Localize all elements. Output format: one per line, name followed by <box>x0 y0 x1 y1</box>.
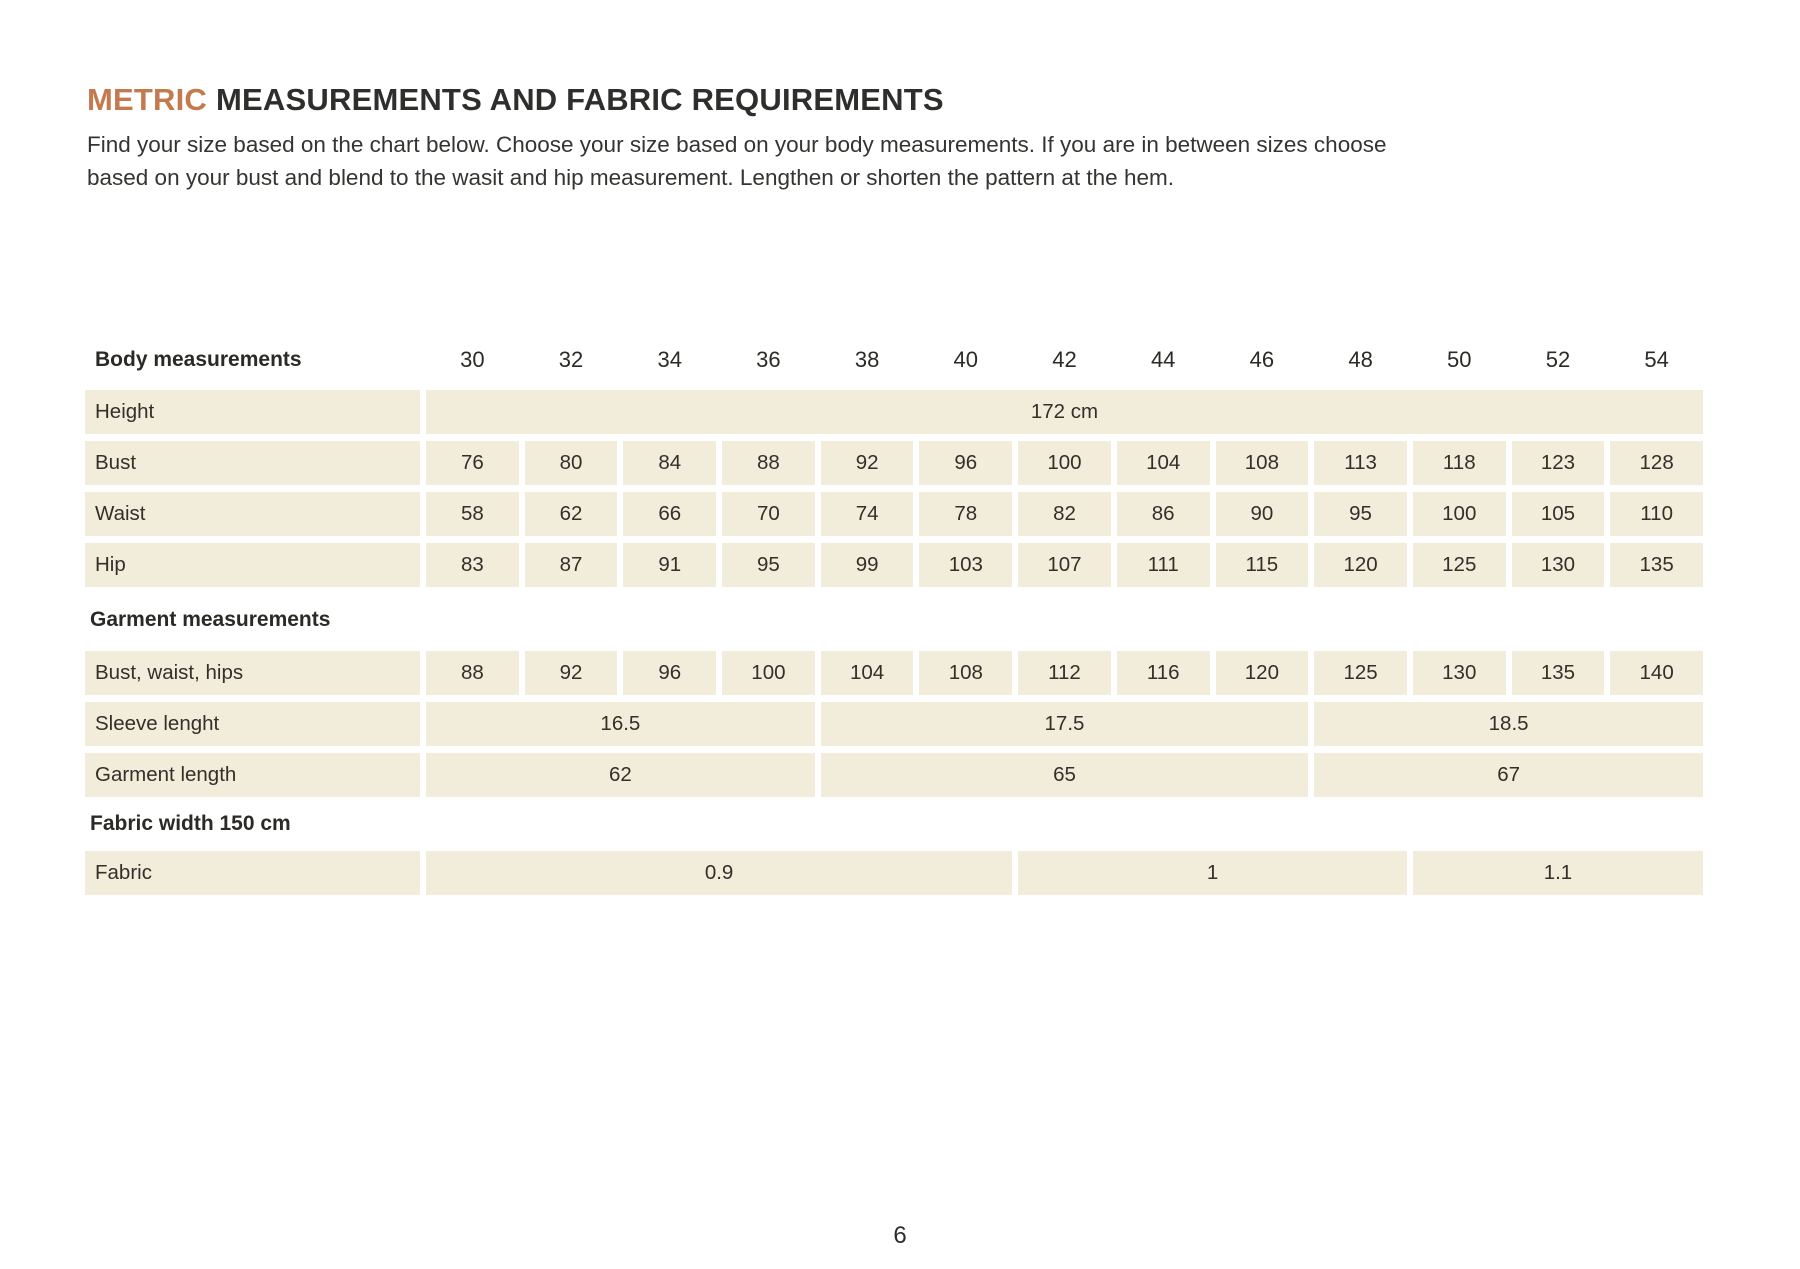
size-column-header: 32 <box>558 347 584 372</box>
table-row <box>85 390 1703 434</box>
size-column-header: 46 <box>1249 347 1275 372</box>
table-cell: 16.5 <box>426 702 815 746</box>
table-cell: 100 <box>1018 441 1111 485</box>
table-cell: 70 <box>722 492 815 536</box>
size-column-header: 48 <box>1348 347 1373 372</box>
page-number: 6 <box>893 1222 907 1249</box>
table-cell: 88 <box>722 441 815 485</box>
table-cell: 110 <box>1610 492 1703 536</box>
title-accent: METRIC <box>87 82 208 117</box>
row-label: Sleeve lenght <box>85 702 420 746</box>
table-cell: 130 <box>1512 543 1605 587</box>
table-cell: 128 <box>1610 441 1703 485</box>
table-cell: 88 <box>426 651 519 695</box>
table-cell: 67 <box>1314 753 1703 797</box>
page-title <box>87 82 1800 118</box>
size-column-header: 30 <box>460 347 485 372</box>
table-cell: 120 <box>1314 543 1407 587</box>
section-header: Fabric width 150 cm <box>90 812 291 835</box>
table-cell: 120 <box>1216 651 1309 695</box>
table-cell: 125 <box>1413 543 1506 587</box>
table-cell: 91 <box>623 543 716 587</box>
table-row <box>85 441 1703 485</box>
size-column-header: 52 <box>1545 347 1571 372</box>
table-cell: 108 <box>919 651 1012 695</box>
intro-line-1: Find your size based on the chart below. Choose your size based on your body measurements. If you are in between sizes choose <box>87 132 1387 157</box>
table-row <box>85 543 1703 587</box>
size-column-header: 50 <box>1447 347 1472 372</box>
table-cell: 104 <box>821 651 914 695</box>
size-column-header: 36 <box>756 347 781 372</box>
table-cell: 112 <box>1018 651 1111 695</box>
table-cell: 82 <box>1018 492 1111 536</box>
table-cell: 86 <box>1117 492 1210 536</box>
row-label: Fabric <box>85 851 420 895</box>
table-cell: 104 <box>1117 441 1210 485</box>
table-cell: 108 <box>1216 441 1309 485</box>
header-label: Body measurements <box>95 348 302 371</box>
table-row <box>85 492 1703 536</box>
table-cell: 111 <box>1117 543 1210 587</box>
table-cell: 0.9 <box>426 851 1012 895</box>
table-cell: 84 <box>623 441 716 485</box>
table-header-row <box>85 338 1703 382</box>
table-cell: 76 <box>426 441 519 485</box>
table-cell: 105 <box>1512 492 1605 536</box>
table-cell: 100 <box>1413 492 1506 536</box>
row-label: Garment length <box>85 753 420 797</box>
table-cell: 18.5 <box>1314 702 1703 746</box>
table-cell: 135 <box>1610 543 1703 587</box>
table-cell: 123 <box>1512 441 1605 485</box>
size-column-header: 44 <box>1150 347 1176 372</box>
table-cell: 99 <box>821 543 914 587</box>
intro-paragraph <box>87 128 1727 194</box>
table-cell: 95 <box>722 543 815 587</box>
table-cell: 107 <box>1018 543 1111 587</box>
row-label: Bust, waist, hips <box>85 651 420 695</box>
row-label: Bust <box>85 441 420 485</box>
table-cell: 83 <box>426 543 519 587</box>
row-label: Height <box>85 390 420 434</box>
table-cell: 65 <box>821 753 1308 797</box>
size-column-header: 34 <box>657 347 682 372</box>
table-row <box>85 702 1703 746</box>
table-cell: 58 <box>426 492 519 536</box>
table-cell: 62 <box>525 492 618 536</box>
table-row <box>85 851 1703 895</box>
table-cell: 96 <box>623 651 716 695</box>
row-label: Waist <box>85 492 420 536</box>
table-cell: 96 <box>919 441 1012 485</box>
table-cell: 172 cm <box>426 390 1703 434</box>
table-cell: 116 <box>1117 651 1210 695</box>
size-column-header: 40 <box>953 347 979 372</box>
size-column-header: 42 <box>1052 347 1077 372</box>
table-cell: 92 <box>525 651 618 695</box>
row-label: Hip <box>85 543 420 587</box>
intro-line-2: based on your bust and blend to the wasit and hip measurement. Lengthen or shorten the pattern at the hem. <box>87 165 1174 190</box>
table-row <box>85 651 1703 695</box>
table-row <box>85 753 1703 797</box>
table-cell: 78 <box>919 492 1012 536</box>
size-column-header: 54 <box>1644 347 1669 372</box>
table-cell: 95 <box>1314 492 1407 536</box>
table-cell: 125 <box>1314 651 1407 695</box>
table-cell: 90 <box>1216 492 1309 536</box>
table-cell: 113 <box>1314 441 1407 485</box>
section-header: Garment measurements <box>90 608 331 631</box>
table-cell: 118 <box>1413 441 1506 485</box>
table-cell: 80 <box>525 441 618 485</box>
table-cell: 1 <box>1018 851 1407 895</box>
table-cell: 130 <box>1413 651 1506 695</box>
table-cell: 92 <box>821 441 914 485</box>
table-cell: 115 <box>1216 543 1309 587</box>
table-cell: 17.5 <box>821 702 1308 746</box>
table-cell: 100 <box>722 651 815 695</box>
table-cell: 1.1 <box>1413 851 1703 895</box>
table-cell: 103 <box>919 543 1012 587</box>
title-main: MEASUREMENTS AND FABRIC REQUIREMENTS <box>216 82 944 117</box>
table-cell: 140 <box>1610 651 1703 695</box>
table-cell: 66 <box>623 492 716 536</box>
table-cell: 62 <box>426 753 815 797</box>
table-cell: 74 <box>821 492 914 536</box>
table-cell: 87 <box>525 543 618 587</box>
size-column-header: 38 <box>854 347 880 372</box>
size-table <box>85 338 1703 895</box>
table-cell: 135 <box>1512 651 1605 695</box>
